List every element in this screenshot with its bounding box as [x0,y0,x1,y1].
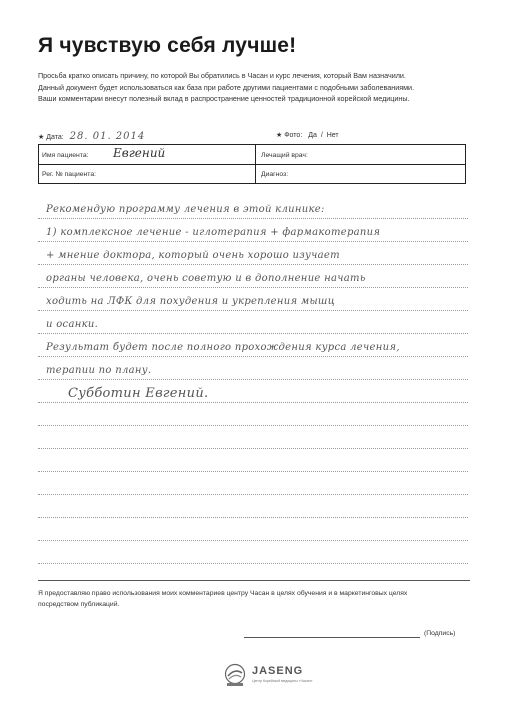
page-title: Я чувствую себя лучше! [38,34,297,57]
consent-line: Я предоставляю право использования моих комментариев центру Часан в целях обучения и в маркетинговых целях [38,590,408,597]
jaseng-logo-icon [224,663,246,687]
ruled-line [38,494,468,495]
reg-number-label: Рег. № пациента: [42,171,97,178]
ruled-line [38,241,468,242]
ruled-line [38,379,468,380]
logo-name: JASENG [252,665,304,677]
diagnosis-label: Диагноз: [261,171,289,178]
footer-divider [38,580,470,581]
photo-separator: / [320,132,323,139]
intro-line: Данный документ будет использоваться как база при работе другими пациентами с подобными заболеваниями. [38,82,415,92]
patient-name-value[interactable]: Евгений [113,146,166,160]
photo-consent-row [276,131,339,139]
ruled-line [38,287,468,288]
handwritten-line: ходить на ЛФК для похудения и укрепления мышц [46,296,335,307]
handwritten-line: 1) комплексное лечение - иглотерапия + фармакотерапия [46,227,381,238]
logo-subtitle: Центр Корейской медицины «Часан» [252,679,313,683]
consent-text [38,588,438,610]
ruled-line [38,264,468,265]
ruled-line [38,218,468,219]
date-value: 28. 01. 2014 [69,131,146,142]
handwritten-line: терапии по плану. [46,365,152,376]
intro-line: Ваши комментарии внесут полезный вклад в распространение ценностей традиционной корейской медицины. [38,94,410,103]
handwritten-line: органы человека, очень советую и в дополнение начать [46,273,366,284]
handwritten-signature-name: Субботин Евгений. [68,386,209,401]
ruled-line [38,310,468,311]
star-icon: ★ [38,134,45,141]
ruled-line [38,402,468,403]
patient-name-label: Имя пациента: [42,152,89,159]
handwritten-line: Рекомендую программу лечения в этой клинике: [46,204,325,215]
ruled-line [38,517,468,518]
photo-label: Фото: [284,132,303,139]
photo-no-option[interactable]: Нет [326,132,339,139]
intro-line: Просьба кратко описать причину, по которой Вы обратились в Часан и курс лечения, который Вам назначили. [38,71,406,80]
consent-line: посредством публикаций. [38,601,120,608]
ruled-line [38,540,468,541]
ruled-line [38,333,468,334]
handwritten-line: + мнение доктора, который очень хорошо изучает [46,250,340,261]
patient-info-grid [38,144,466,184]
photo-yes-option[interactable]: Да [308,132,317,139]
grid-divider-horizontal [39,164,465,165]
date-row [38,131,145,142]
ruled-line [38,471,468,472]
signature-label: (Подпись) [424,630,456,637]
doctor-label: Лечащий врач: [261,152,308,159]
ruled-line [38,356,468,357]
star-icon: ★ [276,132,283,139]
signature-line[interactable] [244,637,420,638]
ruled-line [38,448,468,449]
ruled-line [38,425,468,426]
intro-text [38,70,478,105]
handwritten-line: Результат будет после полного прохождения курса лечения, [46,342,400,353]
ruled-line [38,563,468,564]
date-label: Дата: [46,134,64,141]
handwritten-line: и осанки. [46,319,99,330]
